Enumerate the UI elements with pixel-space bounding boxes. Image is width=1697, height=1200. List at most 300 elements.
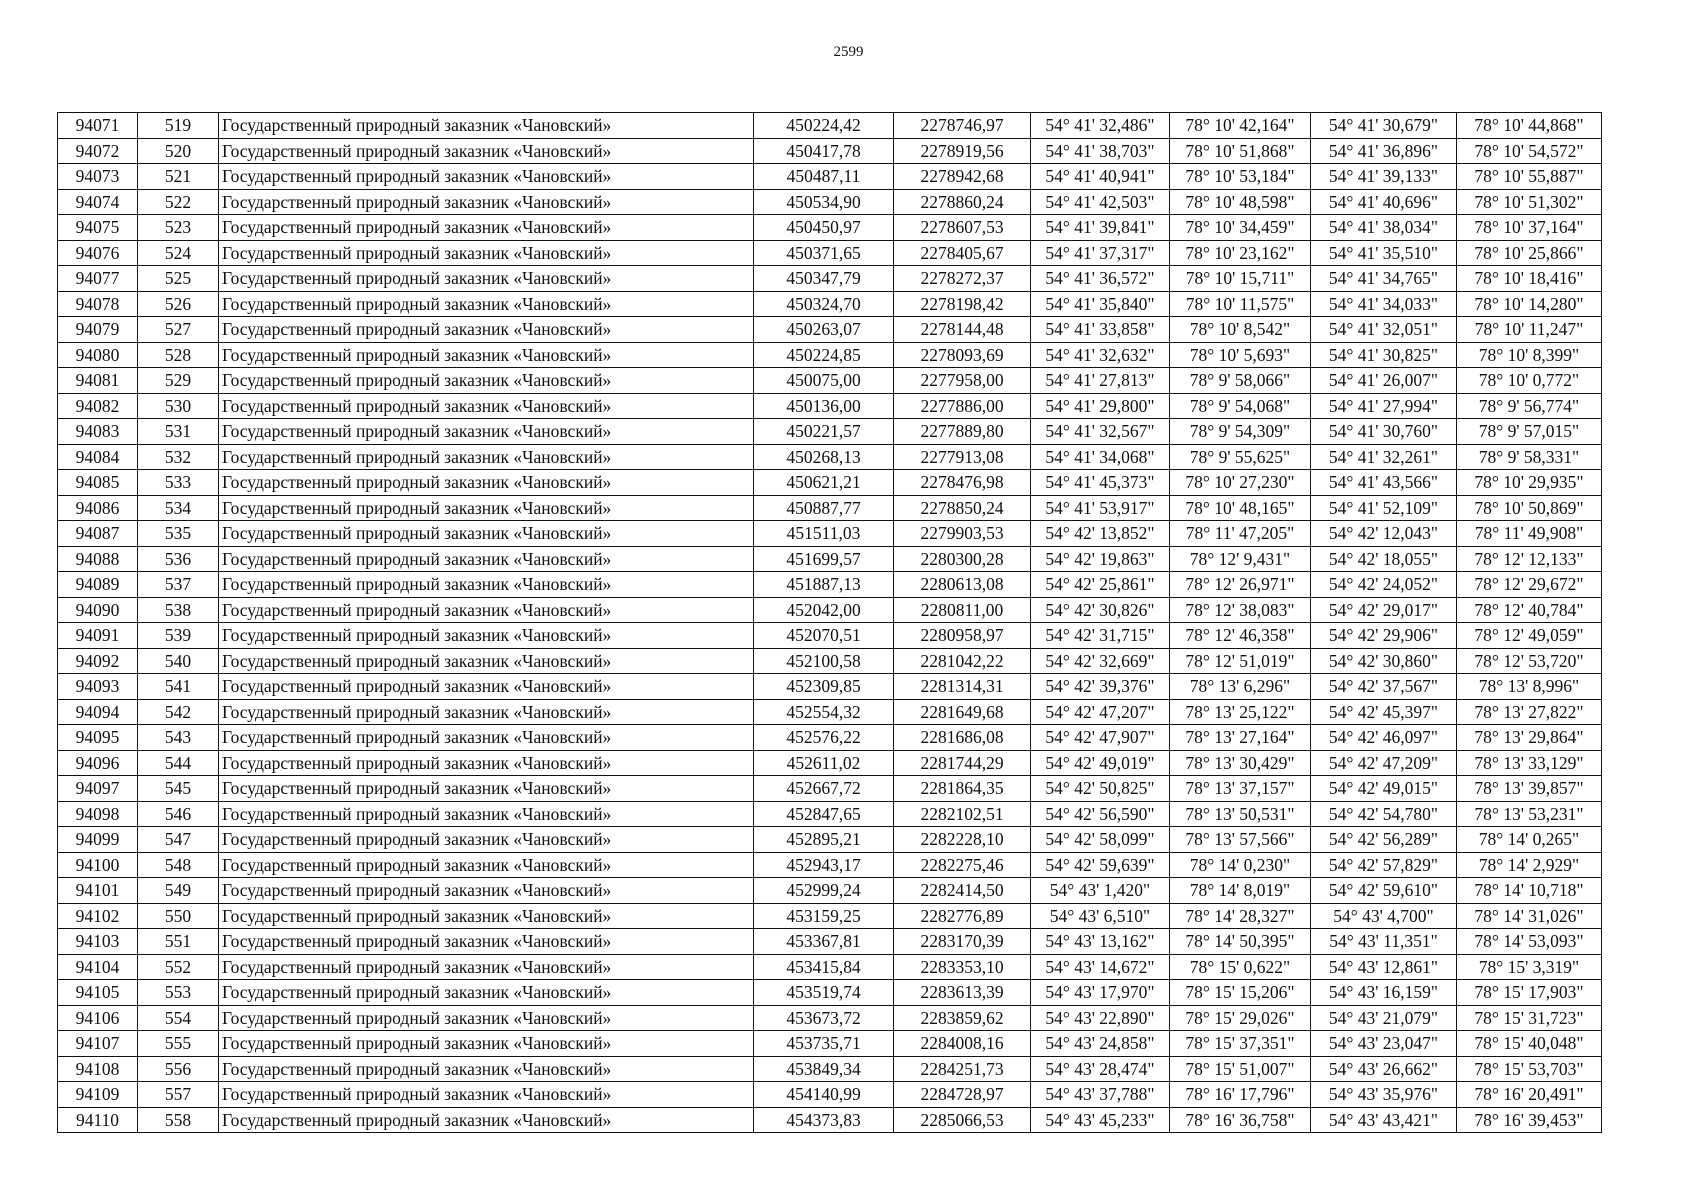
row-id-cell: 94099: [58, 827, 138, 853]
longitude-alt-cell: 78° 9' 56,774": [1457, 393, 1602, 419]
table-row: [58, 852, 1602, 878]
x-coordinate-cell: 452611,02: [754, 750, 894, 776]
x-coordinate-cell: 450887,77: [754, 495, 894, 521]
latitude-alt-cell: 54° 41' 43,566": [1311, 470, 1457, 496]
row-id-cell: 94093: [58, 674, 138, 700]
x-coordinate-cell: 450324,70: [754, 291, 894, 317]
longitude-cell: 78° 16' 17,796": [1170, 1082, 1311, 1108]
table-row: [58, 546, 1602, 572]
longitude-alt-cell: 78° 10' 18,416": [1457, 266, 1602, 292]
table-row: [58, 878, 1602, 904]
y-coordinate-cell: 2283613,39: [894, 980, 1031, 1006]
longitude-alt-cell: 78° 15' 31,723": [1457, 1005, 1602, 1031]
longitude-cell: 78° 14' 28,327": [1170, 903, 1311, 929]
table-row: [58, 419, 1602, 445]
longitude-alt-cell: 78° 9' 57,015": [1457, 419, 1602, 445]
longitude-cell: 78° 13' 57,566": [1170, 827, 1311, 853]
latitude-cell: 54° 42' 59,639": [1031, 852, 1170, 878]
longitude-alt-cell: 78° 13' 39,857": [1457, 776, 1602, 802]
coordinates-table: [57, 112, 1602, 1133]
row-id-cell: 94095: [58, 725, 138, 751]
y-coordinate-cell: 2282228,10: [894, 827, 1031, 853]
area-name-cell: Государственный природный заказник «Чановский»: [219, 572, 754, 598]
row-id-cell: 94074: [58, 189, 138, 215]
latitude-cell: 54° 43' 14,672": [1031, 954, 1170, 980]
latitude-alt-cell: 54° 41' 38,034": [1311, 215, 1457, 241]
longitude-alt-cell: 78° 10' 25,866": [1457, 240, 1602, 266]
latitude-alt-cell: 54° 41' 39,133": [1311, 164, 1457, 190]
x-coordinate-cell: 450268,13: [754, 444, 894, 470]
x-coordinate-cell: 451699,57: [754, 546, 894, 572]
latitude-alt-cell: 54° 42' 37,567": [1311, 674, 1457, 700]
y-coordinate-cell: 2278198,42: [894, 291, 1031, 317]
point-number-cell: 558: [138, 1107, 219, 1133]
area-name-cell: Государственный природный заказник «Чановский»: [219, 1107, 754, 1133]
x-coordinate-cell: 452070,51: [754, 623, 894, 649]
x-coordinate-cell: 450417,78: [754, 138, 894, 164]
y-coordinate-cell: 2284728,97: [894, 1082, 1031, 1108]
latitude-alt-cell: 54° 43' 21,079": [1311, 1005, 1457, 1031]
table-row: [58, 113, 1602, 139]
table-row: [58, 623, 1602, 649]
longitude-cell: 78° 10' 42,164": [1170, 113, 1311, 139]
area-name-cell: Государственный природный заказник «Чановский»: [219, 189, 754, 215]
latitude-alt-cell: 54° 43' 4,700": [1311, 903, 1457, 929]
longitude-cell: 78° 15' 37,351": [1170, 1031, 1311, 1057]
latitude-cell: 54° 42' 32,669": [1031, 648, 1170, 674]
point-number-cell: 551: [138, 929, 219, 955]
point-number-cell: 525: [138, 266, 219, 292]
longitude-alt-cell: 78° 13' 29,864": [1457, 725, 1602, 751]
table-row: [58, 342, 1602, 368]
table-row: [58, 954, 1602, 980]
latitude-cell: 54° 42' 13,852": [1031, 521, 1170, 547]
latitude-alt-cell: 54° 42' 18,055": [1311, 546, 1457, 572]
x-coordinate-cell: 453519,74: [754, 980, 894, 1006]
longitude-cell: 78° 10' 5,693": [1170, 342, 1311, 368]
x-coordinate-cell: 452309,85: [754, 674, 894, 700]
area-name-cell: Государственный природный заказник «Чановский»: [219, 164, 754, 190]
point-number-cell: 552: [138, 954, 219, 980]
longitude-cell: 78° 12' 26,971": [1170, 572, 1311, 598]
longitude-cell: 78° 13' 27,164": [1170, 725, 1311, 751]
point-number-cell: 547: [138, 827, 219, 853]
longitude-cell: 78° 10' 48,598": [1170, 189, 1311, 215]
latitude-cell: 54° 41' 39,841": [1031, 215, 1170, 241]
table-row: [58, 1005, 1602, 1031]
longitude-alt-cell: 78° 14' 2,929": [1457, 852, 1602, 878]
x-coordinate-cell: 450224,85: [754, 342, 894, 368]
point-number-cell: 536: [138, 546, 219, 572]
latitude-alt-cell: 54° 42' 30,860": [1311, 648, 1457, 674]
y-coordinate-cell: 2279903,53: [894, 521, 1031, 547]
latitude-cell: 54° 43' 17,970": [1031, 980, 1170, 1006]
latitude-alt-cell: 54° 42' 29,017": [1311, 597, 1457, 623]
longitude-cell: 78° 10' 34,459": [1170, 215, 1311, 241]
x-coordinate-cell: 454140,99: [754, 1082, 894, 1108]
latitude-cell: 54° 43' 6,510": [1031, 903, 1170, 929]
latitude-cell: 54° 41' 38,703": [1031, 138, 1170, 164]
table-row: [58, 801, 1602, 827]
latitude-cell: 54° 43' 13,162": [1031, 929, 1170, 955]
point-number-cell: 544: [138, 750, 219, 776]
point-number-cell: 555: [138, 1031, 219, 1057]
area-name-cell: Государственный природный заказник «Чановский»: [219, 470, 754, 496]
longitude-cell: 78° 15' 15,206": [1170, 980, 1311, 1006]
longitude-alt-cell: 78° 10' 11,247": [1457, 317, 1602, 343]
point-number-cell: 553: [138, 980, 219, 1006]
x-coordinate-cell: 453849,34: [754, 1056, 894, 1082]
longitude-cell: 78° 14' 50,395": [1170, 929, 1311, 955]
table-row: [58, 1082, 1602, 1108]
longitude-alt-cell: 78° 10' 50,869": [1457, 495, 1602, 521]
longitude-cell: 78° 13' 6,296": [1170, 674, 1311, 700]
longitude-alt-cell: 78° 12' 29,672": [1457, 572, 1602, 598]
row-id-cell: 94075: [58, 215, 138, 241]
longitude-alt-cell: 78° 10' 8,399": [1457, 342, 1602, 368]
longitude-cell: 78° 10' 8,542": [1170, 317, 1311, 343]
x-coordinate-cell: 450347,79: [754, 266, 894, 292]
row-id-cell: 94072: [58, 138, 138, 164]
latitude-alt-cell: 54° 43' 43,421": [1311, 1107, 1457, 1133]
area-name-cell: Государственный природный заказник «Чановский»: [219, 852, 754, 878]
area-name-cell: Государственный природный заказник «Чановский»: [219, 725, 754, 751]
y-coordinate-cell: 2283170,39: [894, 929, 1031, 955]
latitude-alt-cell: 54° 43' 35,976": [1311, 1082, 1457, 1108]
latitude-cell: 54° 43' 1,420": [1031, 878, 1170, 904]
y-coordinate-cell: 2283353,10: [894, 954, 1031, 980]
area-name-cell: Государственный природный заказник «Чановский»: [219, 1082, 754, 1108]
row-id-cell: 94077: [58, 266, 138, 292]
table-row: [58, 393, 1602, 419]
x-coordinate-cell: 453367,81: [754, 929, 894, 955]
table-row: [58, 597, 1602, 623]
row-id-cell: 94104: [58, 954, 138, 980]
longitude-alt-cell: 78° 15' 53,703": [1457, 1056, 1602, 1082]
latitude-alt-cell: 54° 41' 34,765": [1311, 266, 1457, 292]
longitude-cell: 78° 9' 58,066": [1170, 368, 1311, 394]
latitude-cell: 54° 42' 58,099": [1031, 827, 1170, 853]
x-coordinate-cell: 454373,83: [754, 1107, 894, 1133]
latitude-cell: 54° 41' 32,486": [1031, 113, 1170, 139]
latitude-cell: 54° 43' 28,474": [1031, 1056, 1170, 1082]
longitude-cell: 78° 14' 0,230": [1170, 852, 1311, 878]
area-name-cell: Государственный природный заказник «Чановский»: [219, 138, 754, 164]
y-coordinate-cell: 2278746,97: [894, 113, 1031, 139]
x-coordinate-cell: 450075,00: [754, 368, 894, 394]
y-coordinate-cell: 2277889,80: [894, 419, 1031, 445]
y-coordinate-cell: 2282102,51: [894, 801, 1031, 827]
area-name-cell: Государственный природный заказник «Чановский»: [219, 495, 754, 521]
y-coordinate-cell: 2278850,24: [894, 495, 1031, 521]
longitude-alt-cell: 78° 10' 55,887": [1457, 164, 1602, 190]
table-row: [58, 699, 1602, 725]
longitude-alt-cell: 78° 12' 12,133": [1457, 546, 1602, 572]
table-row: [58, 164, 1602, 190]
x-coordinate-cell: 453673,72: [754, 1005, 894, 1031]
row-id-cell: 94085: [58, 470, 138, 496]
latitude-cell: 54° 42' 47,907": [1031, 725, 1170, 751]
table-row: [58, 776, 1602, 802]
longitude-cell: 78° 15' 29,026": [1170, 1005, 1311, 1031]
longitude-alt-cell: 78° 10' 0,772": [1457, 368, 1602, 394]
latitude-cell: 54° 41' 27,813": [1031, 368, 1170, 394]
latitude-alt-cell: 54° 42' 29,906": [1311, 623, 1457, 649]
latitude-alt-cell: 54° 42' 54,780": [1311, 801, 1457, 827]
row-id-cell: 94096: [58, 750, 138, 776]
longitude-cell: 78° 10' 27,230": [1170, 470, 1311, 496]
point-number-cell: 540: [138, 648, 219, 674]
point-number-cell: 520: [138, 138, 219, 164]
longitude-alt-cell: 78° 15' 17,903": [1457, 980, 1602, 1006]
x-coordinate-cell: 450263,07: [754, 317, 894, 343]
table-row: [58, 1031, 1602, 1057]
latitude-cell: 54° 42' 50,825": [1031, 776, 1170, 802]
table-row: [58, 138, 1602, 164]
table-row: [58, 1107, 1602, 1133]
x-coordinate-cell: 451511,03: [754, 521, 894, 547]
latitude-alt-cell: 54° 41' 34,033": [1311, 291, 1457, 317]
row-id-cell: 94087: [58, 521, 138, 547]
point-number-cell: 542: [138, 699, 219, 725]
area-name-cell: Государственный природный заказник «Чановский»: [219, 291, 754, 317]
y-coordinate-cell: 2280300,28: [894, 546, 1031, 572]
y-coordinate-cell: 2278607,53: [894, 215, 1031, 241]
row-id-cell: 94101: [58, 878, 138, 904]
area-name-cell: Государственный природный заказник «Чановский»: [219, 521, 754, 547]
row-id-cell: 94105: [58, 980, 138, 1006]
x-coordinate-cell: 450221,57: [754, 419, 894, 445]
y-coordinate-cell: 2282275,46: [894, 852, 1031, 878]
table-row: [58, 903, 1602, 929]
y-coordinate-cell: 2278144,48: [894, 317, 1031, 343]
longitude-alt-cell: 78° 10' 14,280": [1457, 291, 1602, 317]
x-coordinate-cell: 450450,97: [754, 215, 894, 241]
longitude-cell: 78° 10' 11,575": [1170, 291, 1311, 317]
latitude-cell: 54° 42' 30,826": [1031, 597, 1170, 623]
row-id-cell: 94110: [58, 1107, 138, 1133]
row-id-cell: 94084: [58, 444, 138, 470]
area-name-cell: Государственный природный заказник «Чановский»: [219, 266, 754, 292]
table-row: [58, 1056, 1602, 1082]
area-name-cell: Государственный природный заказник «Чановский»: [219, 903, 754, 929]
longitude-alt-cell: 78° 10' 54,572": [1457, 138, 1602, 164]
row-id-cell: 94094: [58, 699, 138, 725]
point-number-cell: 522: [138, 189, 219, 215]
table-body: [58, 113, 1602, 1133]
table-row: [58, 521, 1602, 547]
latitude-alt-cell: 54° 42' 45,397": [1311, 699, 1457, 725]
row-id-cell: 94107: [58, 1031, 138, 1057]
x-coordinate-cell: 452100,58: [754, 648, 894, 674]
area-name-cell: Государственный природный заказник «Чановский»: [219, 648, 754, 674]
point-number-cell: 538: [138, 597, 219, 623]
point-number-cell: 534: [138, 495, 219, 521]
latitude-alt-cell: 54° 41' 36,896": [1311, 138, 1457, 164]
table-row: [58, 929, 1602, 955]
area-name-cell: Государственный природный заказник «Чановский»: [219, 801, 754, 827]
latitude-cell: 54° 41' 32,632": [1031, 342, 1170, 368]
longitude-cell: 78° 12' 38,083": [1170, 597, 1311, 623]
longitude-alt-cell: 78° 12' 40,784": [1457, 597, 1602, 623]
point-number-cell: 527: [138, 317, 219, 343]
x-coordinate-cell: 450487,11: [754, 164, 894, 190]
longitude-cell: 78° 12' 46,358": [1170, 623, 1311, 649]
latitude-alt-cell: 54° 41' 27,994": [1311, 393, 1457, 419]
longitude-cell: 78° 12' 9,431": [1170, 546, 1311, 572]
longitude-cell: 78° 10' 23,162": [1170, 240, 1311, 266]
area-name-cell: Государственный природный заказник «Чановский»: [219, 776, 754, 802]
area-name-cell: Государственный природный заказник «Чановский»: [219, 597, 754, 623]
y-coordinate-cell: 2280811,00: [894, 597, 1031, 623]
row-id-cell: 94097: [58, 776, 138, 802]
row-id-cell: 94083: [58, 419, 138, 445]
y-coordinate-cell: 2282776,89: [894, 903, 1031, 929]
area-name-cell: Государственный природный заказник «Чановский»: [219, 980, 754, 1006]
area-name-cell: Государственный природный заказник «Чановский»: [219, 699, 754, 725]
area-name-cell: Государственный природный заказник «Чановский»: [219, 750, 754, 776]
longitude-alt-cell: 78° 9' 58,331": [1457, 444, 1602, 470]
point-number-cell: 519: [138, 113, 219, 139]
y-coordinate-cell: 2280958,97: [894, 623, 1031, 649]
longitude-alt-cell: 78° 16' 20,491": [1457, 1082, 1602, 1108]
longitude-alt-cell: 78° 14' 10,718": [1457, 878, 1602, 904]
latitude-cell: 54° 41' 34,068": [1031, 444, 1170, 470]
y-coordinate-cell: 2278093,69: [894, 342, 1031, 368]
point-number-cell: 523: [138, 215, 219, 241]
y-coordinate-cell: 2278405,67: [894, 240, 1031, 266]
area-name-cell: Государственный природный заказник «Чановский»: [219, 546, 754, 572]
row-id-cell: 94082: [58, 393, 138, 419]
table-row: [58, 572, 1602, 598]
point-number-cell: 546: [138, 801, 219, 827]
area-name-cell: Государственный природный заказник «Чановский»: [219, 623, 754, 649]
row-id-cell: 94090: [58, 597, 138, 623]
y-coordinate-cell: 2278860,24: [894, 189, 1031, 215]
longitude-cell: 78° 15' 51,007": [1170, 1056, 1311, 1082]
latitude-cell: 54° 41' 42,503": [1031, 189, 1170, 215]
longitude-cell: 78° 10' 53,184": [1170, 164, 1311, 190]
latitude-alt-cell: 54° 42' 59,610": [1311, 878, 1457, 904]
point-number-cell: 548: [138, 852, 219, 878]
point-number-cell: 556: [138, 1056, 219, 1082]
x-coordinate-cell: 452847,65: [754, 801, 894, 827]
longitude-alt-cell: 78° 13' 53,231": [1457, 801, 1602, 827]
table-row: [58, 827, 1602, 853]
y-coordinate-cell: 2281864,35: [894, 776, 1031, 802]
latitude-alt-cell: 54° 41' 30,679": [1311, 113, 1457, 139]
longitude-alt-cell: 78° 12' 53,720": [1457, 648, 1602, 674]
row-id-cell: 94091: [58, 623, 138, 649]
area-name-cell: Государственный природный заказник «Чановский»: [219, 393, 754, 419]
y-coordinate-cell: 2283859,62: [894, 1005, 1031, 1031]
row-id-cell: 94108: [58, 1056, 138, 1082]
longitude-cell: 78° 16' 36,758": [1170, 1107, 1311, 1133]
x-coordinate-cell: 452943,17: [754, 852, 894, 878]
table-row: [58, 317, 1602, 343]
latitude-cell: 54° 43' 22,890": [1031, 1005, 1170, 1031]
y-coordinate-cell: 2281314,31: [894, 674, 1031, 700]
longitude-alt-cell: 78° 14' 0,265": [1457, 827, 1602, 853]
latitude-cell: 54° 41' 40,941": [1031, 164, 1170, 190]
point-number-cell: 539: [138, 623, 219, 649]
x-coordinate-cell: 452576,22: [754, 725, 894, 751]
table-row: [58, 495, 1602, 521]
point-number-cell: 554: [138, 1005, 219, 1031]
point-number-cell: 541: [138, 674, 219, 700]
longitude-alt-cell: 78° 10' 51,302": [1457, 189, 1602, 215]
y-coordinate-cell: 2280613,08: [894, 572, 1031, 598]
point-number-cell: 530: [138, 393, 219, 419]
table-row: [58, 291, 1602, 317]
longitude-alt-cell: 78° 11' 49,908": [1457, 521, 1602, 547]
row-id-cell: 94103: [58, 929, 138, 955]
point-number-cell: 526: [138, 291, 219, 317]
longitude-alt-cell: 78° 16' 39,453": [1457, 1107, 1602, 1133]
longitude-cell: 78° 10' 15,711": [1170, 266, 1311, 292]
latitude-alt-cell: 54° 43' 23,047": [1311, 1031, 1457, 1057]
table-row: [58, 189, 1602, 215]
latitude-alt-cell: 54° 41' 30,825": [1311, 342, 1457, 368]
longitude-cell: 78° 13' 37,157": [1170, 776, 1311, 802]
latitude-alt-cell: 54° 43' 16,159": [1311, 980, 1457, 1006]
latitude-alt-cell: 54° 41' 52,109": [1311, 495, 1457, 521]
latitude-cell: 54° 41' 35,840": [1031, 291, 1170, 317]
row-id-cell: 94079: [58, 317, 138, 343]
x-coordinate-cell: 452042,00: [754, 597, 894, 623]
row-id-cell: 94073: [58, 164, 138, 190]
longitude-alt-cell: 78° 15' 40,048": [1457, 1031, 1602, 1057]
row-id-cell: 94106: [58, 1005, 138, 1031]
point-number-cell: 533: [138, 470, 219, 496]
longitude-cell: 78° 10' 51,868": [1170, 138, 1311, 164]
row-id-cell: 94089: [58, 572, 138, 598]
latitude-alt-cell: 54° 41' 26,007": [1311, 368, 1457, 394]
table-row: [58, 368, 1602, 394]
longitude-cell: 78° 11' 47,205": [1170, 521, 1311, 547]
latitude-cell: 54° 43' 45,233": [1031, 1107, 1170, 1133]
area-name-cell: Государственный природный заказник «Чановский»: [219, 954, 754, 980]
latitude-alt-cell: 54° 42' 12,043": [1311, 521, 1457, 547]
latitude-cell: 54° 41' 37,317": [1031, 240, 1170, 266]
y-coordinate-cell: 2281649,68: [894, 699, 1031, 725]
latitude-alt-cell: 54° 43' 26,662": [1311, 1056, 1457, 1082]
longitude-cell: 78° 14' 8,019": [1170, 878, 1311, 904]
x-coordinate-cell: 450136,00: [754, 393, 894, 419]
row-id-cell: 94098: [58, 801, 138, 827]
area-name-cell: Государственный природный заказник «Чановский»: [219, 1056, 754, 1082]
longitude-cell: 78° 9' 55,625": [1170, 444, 1311, 470]
x-coordinate-cell: 453735,71: [754, 1031, 894, 1057]
area-name-cell: Государственный природный заказник «Чановский»: [219, 444, 754, 470]
area-name-cell: Государственный природный заказник «Чановский»: [219, 317, 754, 343]
point-number-cell: 521: [138, 164, 219, 190]
latitude-cell: 54° 43' 24,858": [1031, 1031, 1170, 1057]
x-coordinate-cell: 453415,84: [754, 954, 894, 980]
latitude-cell: 54° 42' 19,863": [1031, 546, 1170, 572]
row-id-cell: 94071: [58, 113, 138, 139]
area-name-cell: Государственный природный заказник «Чановский»: [219, 113, 754, 139]
y-coordinate-cell: 2277958,00: [894, 368, 1031, 394]
point-number-cell: 543: [138, 725, 219, 751]
area-name-cell: Государственный природный заказник «Чановский»: [219, 368, 754, 394]
area-name-cell: Государственный природный заказник «Чановский»: [219, 1031, 754, 1057]
longitude-alt-cell: 78° 13' 27,822": [1457, 699, 1602, 725]
latitude-alt-cell: 54° 41' 40,696": [1311, 189, 1457, 215]
x-coordinate-cell: 453159,25: [754, 903, 894, 929]
area-name-cell: Государственный природный заказник «Чановский»: [219, 240, 754, 266]
y-coordinate-cell: 2281686,08: [894, 725, 1031, 751]
